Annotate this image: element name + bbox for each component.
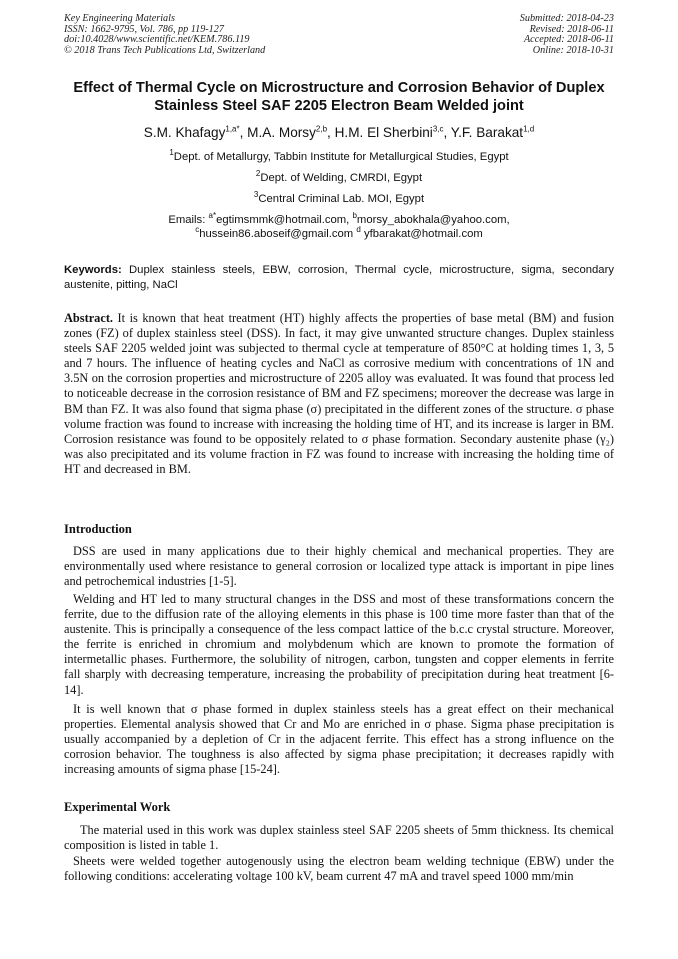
author-emails: [20, 213, 658, 241]
issn-line: ISSN: 1662-9795, Vol. 786, pp 119-127: [64, 23, 224, 35]
author-superscript: 3,c: [432, 124, 444, 134]
email-superscript: b: [352, 211, 357, 221]
email-line: [20, 227, 658, 241]
author-name: S.M. Khafagy: [143, 125, 226, 140]
revised-date: Revised: 2018-06-11: [529, 23, 614, 35]
publication-dates: [520, 14, 614, 56]
email-superscript: d: [356, 225, 361, 235]
abstract: [64, 311, 614, 477]
paper-title: Effect of Thermal Cycle on Microstructure and Corrosion Behavior of Duplex Stainless Steel SAF 2205 Electron Beam Welded joint: [73, 80, 605, 114]
abstract-label: Abstract.: [64, 311, 114, 325]
emails-label: Emails:: [168, 214, 209, 226]
keywords-label: Keywords:: [64, 264, 122, 276]
keywords-text: Duplex stainless steels, EBW, corrosion, Thermal cycle, microstructure, sigma, secondary austenite, pitting, NaCl: [64, 264, 614, 291]
experimental-paragraph-1: The material used in this work was duplex stainless steel SAF 2205 sheets of 5mm thickness. Its chemical composition is listed in table 1.: [64, 823, 614, 853]
intro-paragraph-3: It is well known that σ phase formed in duplex stainless steels has a great effect on their mechanical properties. Elemental analysis showed that Cr and Mo are enriched in σ phase. Sigma phase precipitation is usually accompanied by a depletion of Cr in the adjacent ferrite. This effect has a strong influence on the corrosion behavior. The toughness is also affected by sigma phase precipitation; it decreases rapidly with increasing amounts of sigma phase [15-24].: [64, 702, 614, 777]
affiliation-text: Dept. of Welding, CMRDI, Egypt: [260, 172, 423, 184]
email-address: yfbarakat@hotmail.com: [360, 228, 483, 240]
affiliation: [20, 192, 658, 206]
experimental-paragraph-2: Sheets were welded together autogenously using the electron beam welding technique (EBW) under the following conditions: accelerating voltage 100 kV, beam current 47 mA and travel speed 1000 mm/min: [64, 854, 614, 884]
abstract-text: It is known that heat treatment (HT) highly affects the properties of base metal (BM) and fusion zones (FZ) of duplex stainless steel (DSS). In fact, it may give unwanted structure changes. Duplex stainless steels SAF 2205 welded joint was subjected to thermal cycle at temperature of 850°C at holding times 1, 3, 5 and 7 hours. The influence of heating cycles and NaCl as corrosive medium with concentrations of 1N and 3.5N on the corrosion properties and microstructure of 2205 alloy was evaluated. It was found that process led to noticeable decrease in the corrosion resistance of BM and FZ specimens; moreover the decrease was large in BM than FZ. It was also found that sigma phase (σ) precipitated in the different zones of the structure. σ phase volume fraction was found to increase with increasing the holding time of HT, and its increase is larger in BM. Corrosion resistance was found to be oppositely related to σ phase formation. Secondary austenite phase (γ₂) was also precipitated and its volume fraction in FZ was found to increase with increasing the holding time of HT and decreased in BM.: [64, 311, 614, 476]
accepted-date: Accepted: 2018-06-11: [523, 34, 614, 46]
keywords: [64, 263, 614, 293]
author-list: S.M. Khafagy$^{1,a*}$, M.A. Morsy$^{2,b}$, H.M. El Sherbini$^{3,c}$, Y.F. Barakat$^{1,d}$: [143, 124, 535, 140]
affiliation-superscript: 2: [255, 169, 261, 179]
email-address: egtimsmmk@hotmail.com,: [216, 214, 353, 226]
online-date: Online: 2018-10-31: [532, 44, 614, 56]
author-name: M.A. Morsy: [247, 125, 316, 140]
intro-paragraph-2: Welding and HT led to many structural changes in the DSS and most of these transformations concern the ferrite, due to the diffusion rate of the alloying elements in this phase is 100 time more faster than that of the austenite. This is principally a consequence of the less compact lattice of the b.c.c crystal structure. Moreover, the ferrite is enriched in chromium and molybdenum which are known to promote the formation of intermetallic phases. Furthermore, the solubility of nitrogen, carbon, tungsten and copper elements in ferrite fall sharply with decreasing temperature, increasing the probability of precipitation during heat treatment [6-14].: [64, 592, 614, 697]
author-superscript: 1,d: [523, 124, 535, 134]
section-heading-introduction: Introduction: [64, 522, 132, 536]
author-name: Y.F. Barakat: [450, 125, 524, 140]
email-superscript: c: [195, 225, 200, 235]
affiliation-text: Dept. of Metallurgy, Tabbin Institute for Metallurgical Studies, Egypt: [173, 151, 509, 163]
copyright-line: © 2018 Trans Tech Publications Ltd, Switzerland: [64, 44, 266, 56]
author-superscript: 2,b: [315, 124, 328, 134]
affiliation-superscript: 1: [169, 148, 174, 158]
journal-name: Key Engineering Materials: [64, 13, 175, 24]
section-heading-experimental: Experimental Work: [64, 800, 171, 814]
affiliation-text: Central Criminal Lab. MOI, Egypt: [258, 193, 425, 205]
author-superscript: 1,a*: [225, 124, 240, 134]
author-name: H.M. El Sherbini: [334, 125, 433, 140]
email-address: hussein86.aboseif@gmail.com: [199, 228, 357, 240]
journal-info: [64, 14, 265, 56]
affiliation-superscript: 3: [253, 190, 259, 200]
email-superscript: a*: [208, 211, 217, 221]
email-address: morsy_abokhala@yahoo.com,: [356, 214, 510, 226]
affiliation: [20, 171, 658, 185]
doi-line: doi:10.4028/www.scientific.net/KEM.786.119: [64, 34, 250, 46]
email-line: [20, 213, 658, 227]
affiliation: [20, 150, 658, 164]
submitted-date: Submitted: 2018-04-23: [519, 13, 614, 24]
intro-paragraph-1: DSS are used in many applications due to their highly chemical and mechanical properties. They are environmentally used where resistance to general corrosion or localized type attack is important in pipe lines and petrochemical industries [1-5].: [64, 544, 614, 589]
